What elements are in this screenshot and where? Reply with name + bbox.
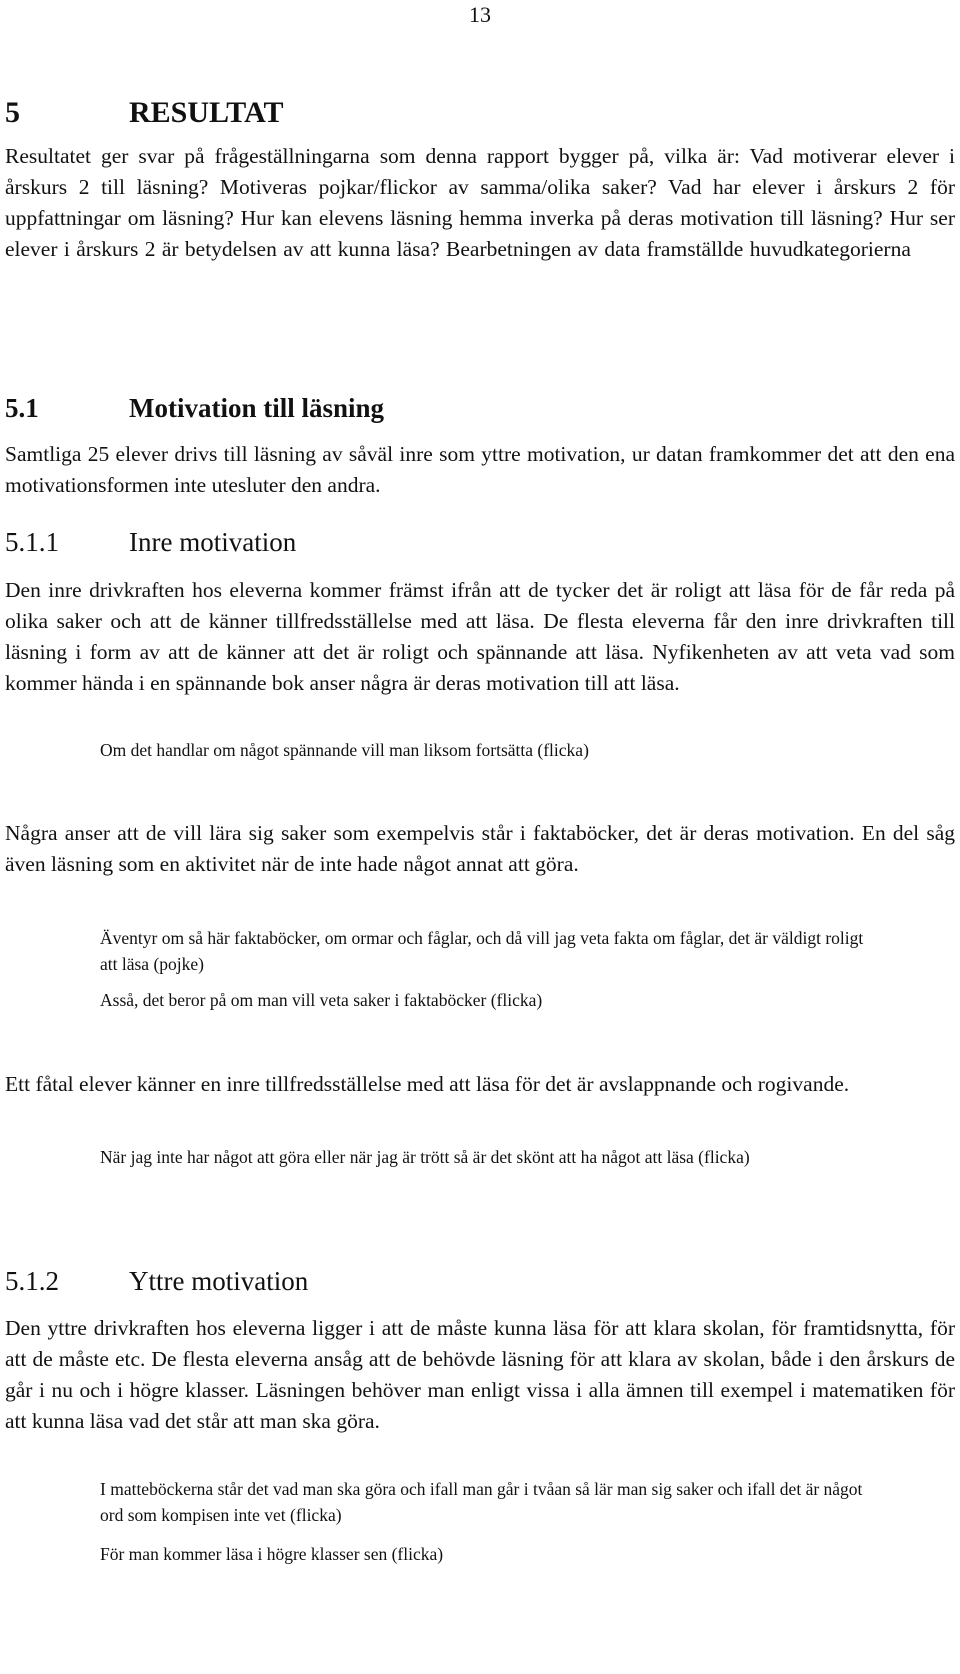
quote: För man kommer läsa i högre klasser sen (flicka): [100, 1544, 444, 1564]
paragraph: Samtliga 25 elever drivs till läsning av såväl inre som yttre motivation, ur datan framkommer det att den ena motivationsformen inte utesluter den andra.: [5, 442, 955, 497]
subsection-number: 5.1: [5, 393, 39, 423]
paragraph: Ett fåtal elever känner en inre tillfredsställelse med att läsa för det är avslappnande och rogivande.: [5, 1072, 850, 1096]
subsection-number: 5.1.1: [5, 527, 59, 557]
paragraph: Den yttre drivkraften hos eleverna ligger i att de måste kunna läsa för att klara skolan, för framtidsnytta, för att de måste etc. De flesta eleverna ansåg att de behövde läsning för att klara av skolan, både i den årskurs de går i nu och i högre klasser. Läsningen behöver man enligt vissa i alla ämnen till exempel i matematiken för att kunna läsa vad det står att man ska göra.: [5, 1316, 955, 1433]
subsection-title: Yttre motivation: [129, 1266, 309, 1296]
paragraph: Den inre drivkraften hos eleverna kommer främst ifrån att de tycker det är roligt att läsa för de får reda på olika saker och att de känner tillfredsställelse med att läsa. De flesta eleverna får den inre drivkraften till läsning i form av att de känner att det är roligt och spännande att läsa. Nyfikenheten av att veta vad som kommer hända i en spännande bok anser några är deras motivation till att läsa.: [5, 578, 955, 695]
subsection-title: Motivation till läsning: [129, 393, 385, 423]
intro-paragraph: Resultatet ger svar på frågeställningarna som denna rapport bygger på, vilka är: Vad motiverar elever i årskurs 2 till läsning? Motiveras pojkar/flickor av samma/olika saker? Vad har elever i årskurs 2 för uppfattningar om läsning? Hur kan elevens läsning hemma inverka på deras motivation till läsning? Hur ser elever i årskurs 2 är betydelsen av att kunna läsa? Bearbetningen av data framställde huvudkategorierna: [5, 144, 955, 261]
paragraph: Några anser att de vill lära sig saker som exempelvis står i faktaböcker, det är deras motivation. En del såg även läsning som en aktivitet när de inte hade något annat att göra.: [5, 821, 955, 876]
quote: Asså, det beror på om man vill veta saker i faktaböcker (flicka): [100, 990, 543, 1010]
subsection-heading-5-1-2: [5, 1266, 308, 1297]
section-heading: [5, 96, 284, 130]
subsection-heading-5-1-1: [5, 527, 296, 558]
subsection-title: Inre motivation: [129, 527, 297, 557]
quote: Äventyr om så här faktaböcker, om ormar och fåglar, och då vill jag veta fakta om fåglar, det är väldigt roligt att läsa (pojke): [100, 928, 864, 974]
quote: När jag inte har något att göra eller när jag är trött så är det skönt att ha något att läsa (flicka): [100, 1147, 750, 1167]
quote: Om det handlar om något spännande vill man liksom fortsätta (flicka): [100, 740, 589, 760]
quote: I matteböckerna står det vad man ska göra och ifall man går i tvåan så lär man sig saker och ifall det är något ord som kompisen inte vet (flicka): [100, 1479, 863, 1525]
page-number: 13: [469, 2, 491, 27]
section-title: RESULTAT: [129, 96, 284, 129]
subsection-number: 5.1.2: [5, 1266, 59, 1296]
subsection-heading-5-1: [5, 393, 384, 424]
section-number: 5: [5, 96, 20, 129]
